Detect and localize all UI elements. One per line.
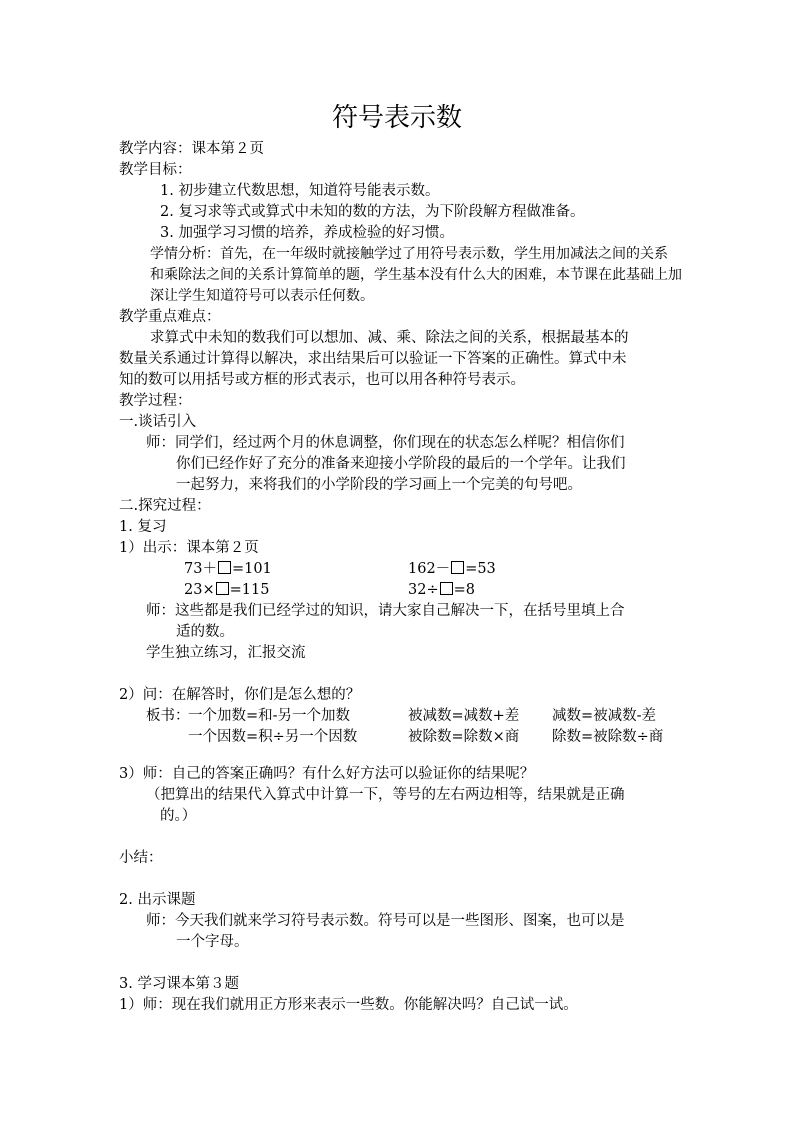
board-formula: 一个因数=积÷另一个因数 [188, 729, 358, 745]
section-heading: 一.谈话引入 [119, 414, 197, 430]
topic-line: 一个字母。 [176, 934, 249, 950]
student-practice: 学生独立练习，汇报交流 [146, 645, 306, 661]
section-heading: 二.探究过程： [119, 498, 211, 514]
exercise-left: 162－ [408, 561, 451, 577]
exercise-right: =115 [229, 582, 270, 598]
board-formula: 减数=被减数-差 [552, 708, 657, 724]
intro-line: 你们已经作好了充分的准备来迎接小学阶段的最后的一个学年。让我们 [176, 456, 626, 472]
analysis-line: 和乘除法之间的关系计算简单的题，学生基本没有什么大的困难，本节课在此基础上加 [150, 267, 682, 283]
exercise-right: =53 [465, 561, 496, 577]
exercise [184, 559, 272, 579]
goal-item: 1. 初步建立代数思想，知道符号能表示数。 [160, 183, 440, 199]
question-line: 3）师：自己的答案正确吗？有什么好方法可以验证你的结果呢？ [119, 766, 535, 782]
study-heading: 3. 学习课本第３题 [119, 976, 239, 992]
question-line: 2）问：在解答时，你们是怎么想的？ [119, 687, 361, 703]
exercise-left: 23× [184, 582, 215, 598]
exercise-left: 73＋ [184, 561, 217, 577]
exercise [408, 580, 475, 600]
intro-line: 一起努力，来将我们的小学阶段的学习画上一个完美的句号吧。 [176, 477, 582, 493]
blank-square-icon [218, 561, 231, 574]
board-formula: 被减数=减数+差 [408, 708, 520, 724]
exercise-right: =101 [231, 561, 272, 577]
answer-line: 的。） [160, 808, 197, 824]
board-formula: 被除数=除数×商 [408, 729, 520, 745]
board-formula: 除数=被除数÷商 [552, 729, 664, 745]
exercise-right: =8 [453, 582, 475, 598]
exercise [184, 580, 269, 600]
exercise [408, 559, 496, 579]
review-heading: 1. 复习 [119, 519, 167, 535]
blank-square-icon [216, 582, 229, 595]
goal-item: 2. 复习求等式或算式中未知的数的方法，为下阶段解方程做准备。 [160, 204, 585, 220]
topic-line: 师：今天我们就来学习符号表示数。符号可以是一些图形、图案，也可以是 [146, 913, 625, 929]
analysis-line: 学情分析：首先，在一年级时就接触学过了用符号表示数，学生用加减法之间的关系 [150, 246, 668, 262]
key-heading: 教学重点难点： [119, 309, 221, 325]
key-line: 数量关系通过计算得以解决，求出结果后可以验证一下答案的正确性。算式中未 [119, 351, 627, 367]
goals-heading: 教学目标： [119, 162, 192, 178]
summary-label: 小结： [119, 850, 163, 866]
key-line: 求算式中未知的数我们可以想加、减、乘、除法之间的关系，根据最基本的 [150, 330, 629, 346]
blank-square-icon [451, 561, 464, 574]
board-formula: 一个加数=和-另一个加数 [188, 708, 351, 724]
goal-item: 3. 加强学习习惯的培养，养成检验的好习惯。 [160, 225, 454, 241]
study-line: 1）师：现在我们就用正方形来表示一些数。你能解决吗？自己试一试。 [119, 997, 578, 1013]
board-label: 板书： [146, 708, 190, 724]
exercise-left: 32÷ [408, 582, 439, 598]
answer-line: （把算出的结果代入算式中计算一下，等号的左右两边相等，结果就是正确 [146, 787, 625, 803]
topic-heading: 2. 出示课题 [119, 892, 196, 908]
teacher-line: 师：这些都是我们已经学过的知识，请大家自己解决一下，在括号里填上合 [146, 603, 625, 619]
content-label: 教学内容：课本第２页 [119, 141, 264, 157]
analysis-line: 深让学生知道符号可以表示任何数。 [150, 288, 374, 304]
document-title: 符号表示数 [331, 103, 462, 133]
blank-square-icon [440, 582, 453, 595]
process-heading: 教学过程： [119, 393, 192, 409]
key-line: 知的数可以用括号或方框的形式表示，也可以用各种符号表示。 [119, 372, 525, 388]
show-line: 1）出示：课本第２页 [119, 540, 259, 556]
teacher-line: 适的数。 [176, 624, 234, 640]
intro-line: 师：同学们，经过两个月的休息调整，你们现在的状态怎么样呢？相信你们 [146, 435, 625, 451]
